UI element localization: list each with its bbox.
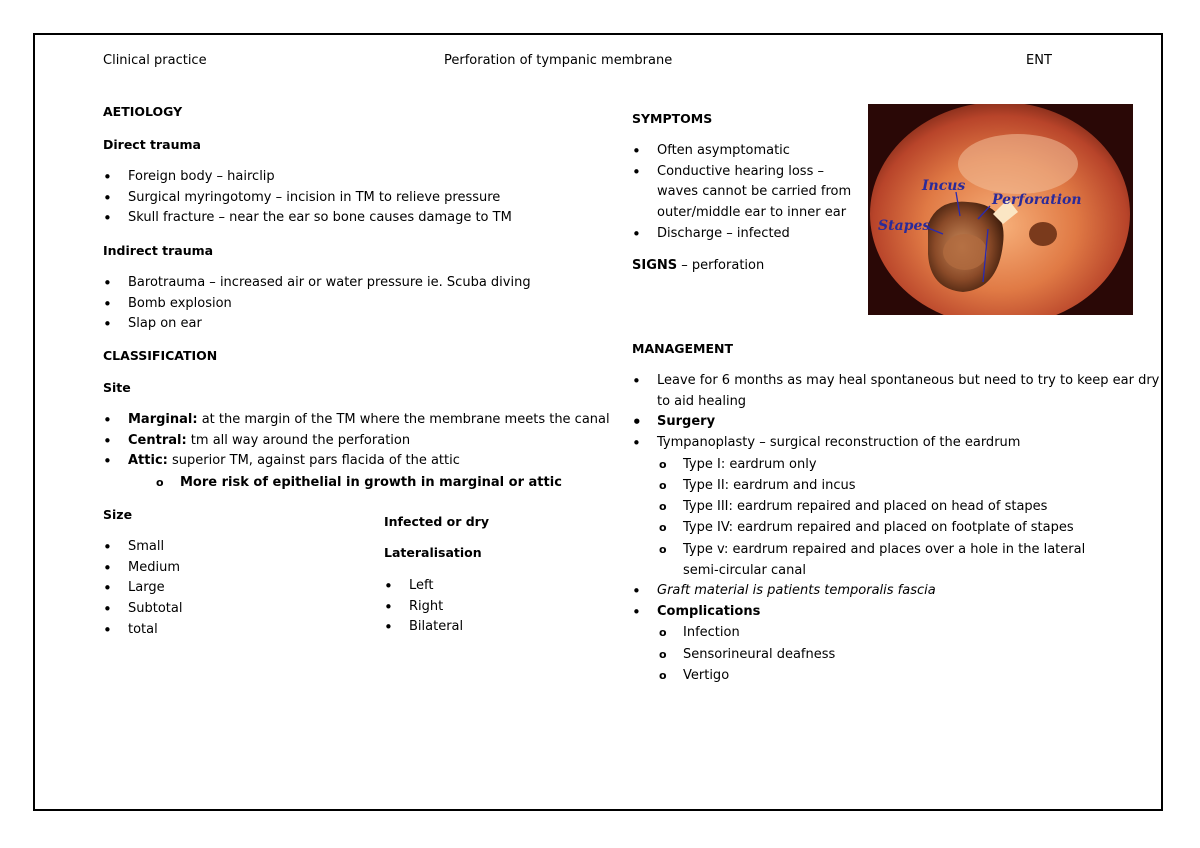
lateralisation-heading: Lateralisation xyxy=(384,545,482,560)
list-item: • Bilateral xyxy=(384,617,463,638)
indirect-trauma-list xyxy=(103,273,531,335)
otoscope-illustration xyxy=(868,104,1133,315)
signs-label: SIGNS xyxy=(632,258,678,273)
symptoms-list xyxy=(632,141,867,245)
site-term: Central: xyxy=(128,432,187,448)
classification-heading: CLASSIFICATION xyxy=(103,348,218,363)
list-item: o Type III: eardrum repaired and placed on head of stapes xyxy=(632,496,1137,517)
aetiology-heading: AETIOLOGY xyxy=(103,104,183,119)
list-item: • Small xyxy=(103,537,182,558)
site-text: tm all way around the perforation xyxy=(186,432,411,448)
list-item: • Bomb explosion xyxy=(103,294,531,315)
list-item: • Often asymptomatic xyxy=(632,141,867,162)
management-list xyxy=(632,371,1162,686)
list-item xyxy=(103,410,610,431)
site-note-list xyxy=(103,472,610,493)
list-item: • Surgery xyxy=(632,412,1162,433)
site-note: o More risk of epithelial in growth in marginal or attic xyxy=(129,472,610,493)
direct-trauma-list xyxy=(103,167,512,229)
header-right: ENT xyxy=(1026,53,1052,68)
list-item xyxy=(103,451,610,472)
header-left: Clinical practice xyxy=(103,53,207,68)
list-item: • Large xyxy=(103,578,182,599)
header-title: Perforation of tympanic membrane xyxy=(444,53,673,68)
list-item: • Subtotal xyxy=(103,599,182,620)
stapes-label: Stapes xyxy=(878,218,931,234)
list-item: • Graft material is patients temporalis fascia xyxy=(632,581,1162,602)
otoscope-image xyxy=(868,104,1133,315)
perforation-label: Perforation xyxy=(992,192,1082,208)
site-text: superior TM, against pars flacida of the attic xyxy=(167,453,460,469)
list-item: o Infection xyxy=(632,622,1162,643)
list-item: • Discharge – infected xyxy=(632,224,867,245)
list-item: • Conductive hearing loss – waves cannot be carried from outer/middle ear to inner ear xyxy=(632,162,867,224)
site-heading: Site xyxy=(103,380,131,395)
list-item: o Type II: eardrum and incus xyxy=(632,475,1137,496)
signs-line xyxy=(632,258,764,274)
list-item: o Vertigo xyxy=(632,665,1162,686)
management-heading: MANAGEMENT xyxy=(632,341,734,356)
list-item: • Medium xyxy=(103,558,182,579)
sublist-container xyxy=(103,472,610,493)
site-text: at the margin of the TM where the membrane meets the canal xyxy=(197,412,610,427)
list-item: • Barotrauma – increased air or water pressure ie. Scuba diving xyxy=(103,273,531,294)
direct-trauma-heading: Direct trauma xyxy=(103,137,201,152)
size-heading: Size xyxy=(103,507,133,522)
signs-text: – perforation xyxy=(677,258,765,273)
list-item: o Type v: eardrum repaired and places over a hole in the lateral semi-circular canal xyxy=(632,539,1113,581)
list-item: • Surgical myringotomy – incision in TM to relieve pressure xyxy=(103,188,512,209)
incus-label: Incus xyxy=(922,178,966,194)
indirect-trauma-heading: Indirect trauma xyxy=(103,243,214,258)
size-list xyxy=(103,537,182,641)
list-item: • Right xyxy=(384,597,463,618)
lateralisation-list xyxy=(384,576,463,638)
complications-list xyxy=(632,622,1162,686)
site-term: Attic: xyxy=(128,453,168,469)
list-item: • Skull fracture – near the ear so bone causes damage to TM xyxy=(103,208,512,229)
list-item: • Foreign body – hairclip xyxy=(103,167,512,188)
list-item xyxy=(632,433,1162,581)
list-item xyxy=(103,431,610,452)
list-item: • Slap on ear xyxy=(103,314,531,335)
list-item: • total xyxy=(103,620,182,641)
infected-heading: Infected or dry xyxy=(384,514,489,529)
site-term: Marginal: xyxy=(128,412,198,427)
list-item: o Sensorineural deafness xyxy=(632,644,1162,665)
symptoms-heading: SYMPTOMS xyxy=(632,111,713,126)
list-item: o Type I: eardrum only xyxy=(632,454,1137,475)
list-item: • Left xyxy=(384,576,463,597)
tympanoplasty-text: Tympanoplasty – surgical reconstruction of the eardrum xyxy=(657,435,1021,451)
list-item xyxy=(632,602,1162,686)
list-item: • Leave for 6 months as may heal spontaneous but need to try to keep ear dry to aid healing xyxy=(632,371,1162,412)
site-list xyxy=(103,410,610,493)
list-item: o Type IV: eardrum repaired and placed on footplate of stapes xyxy=(632,517,1137,538)
complications-heading: Complications xyxy=(657,603,761,619)
tympanoplasty-types xyxy=(632,454,1137,581)
